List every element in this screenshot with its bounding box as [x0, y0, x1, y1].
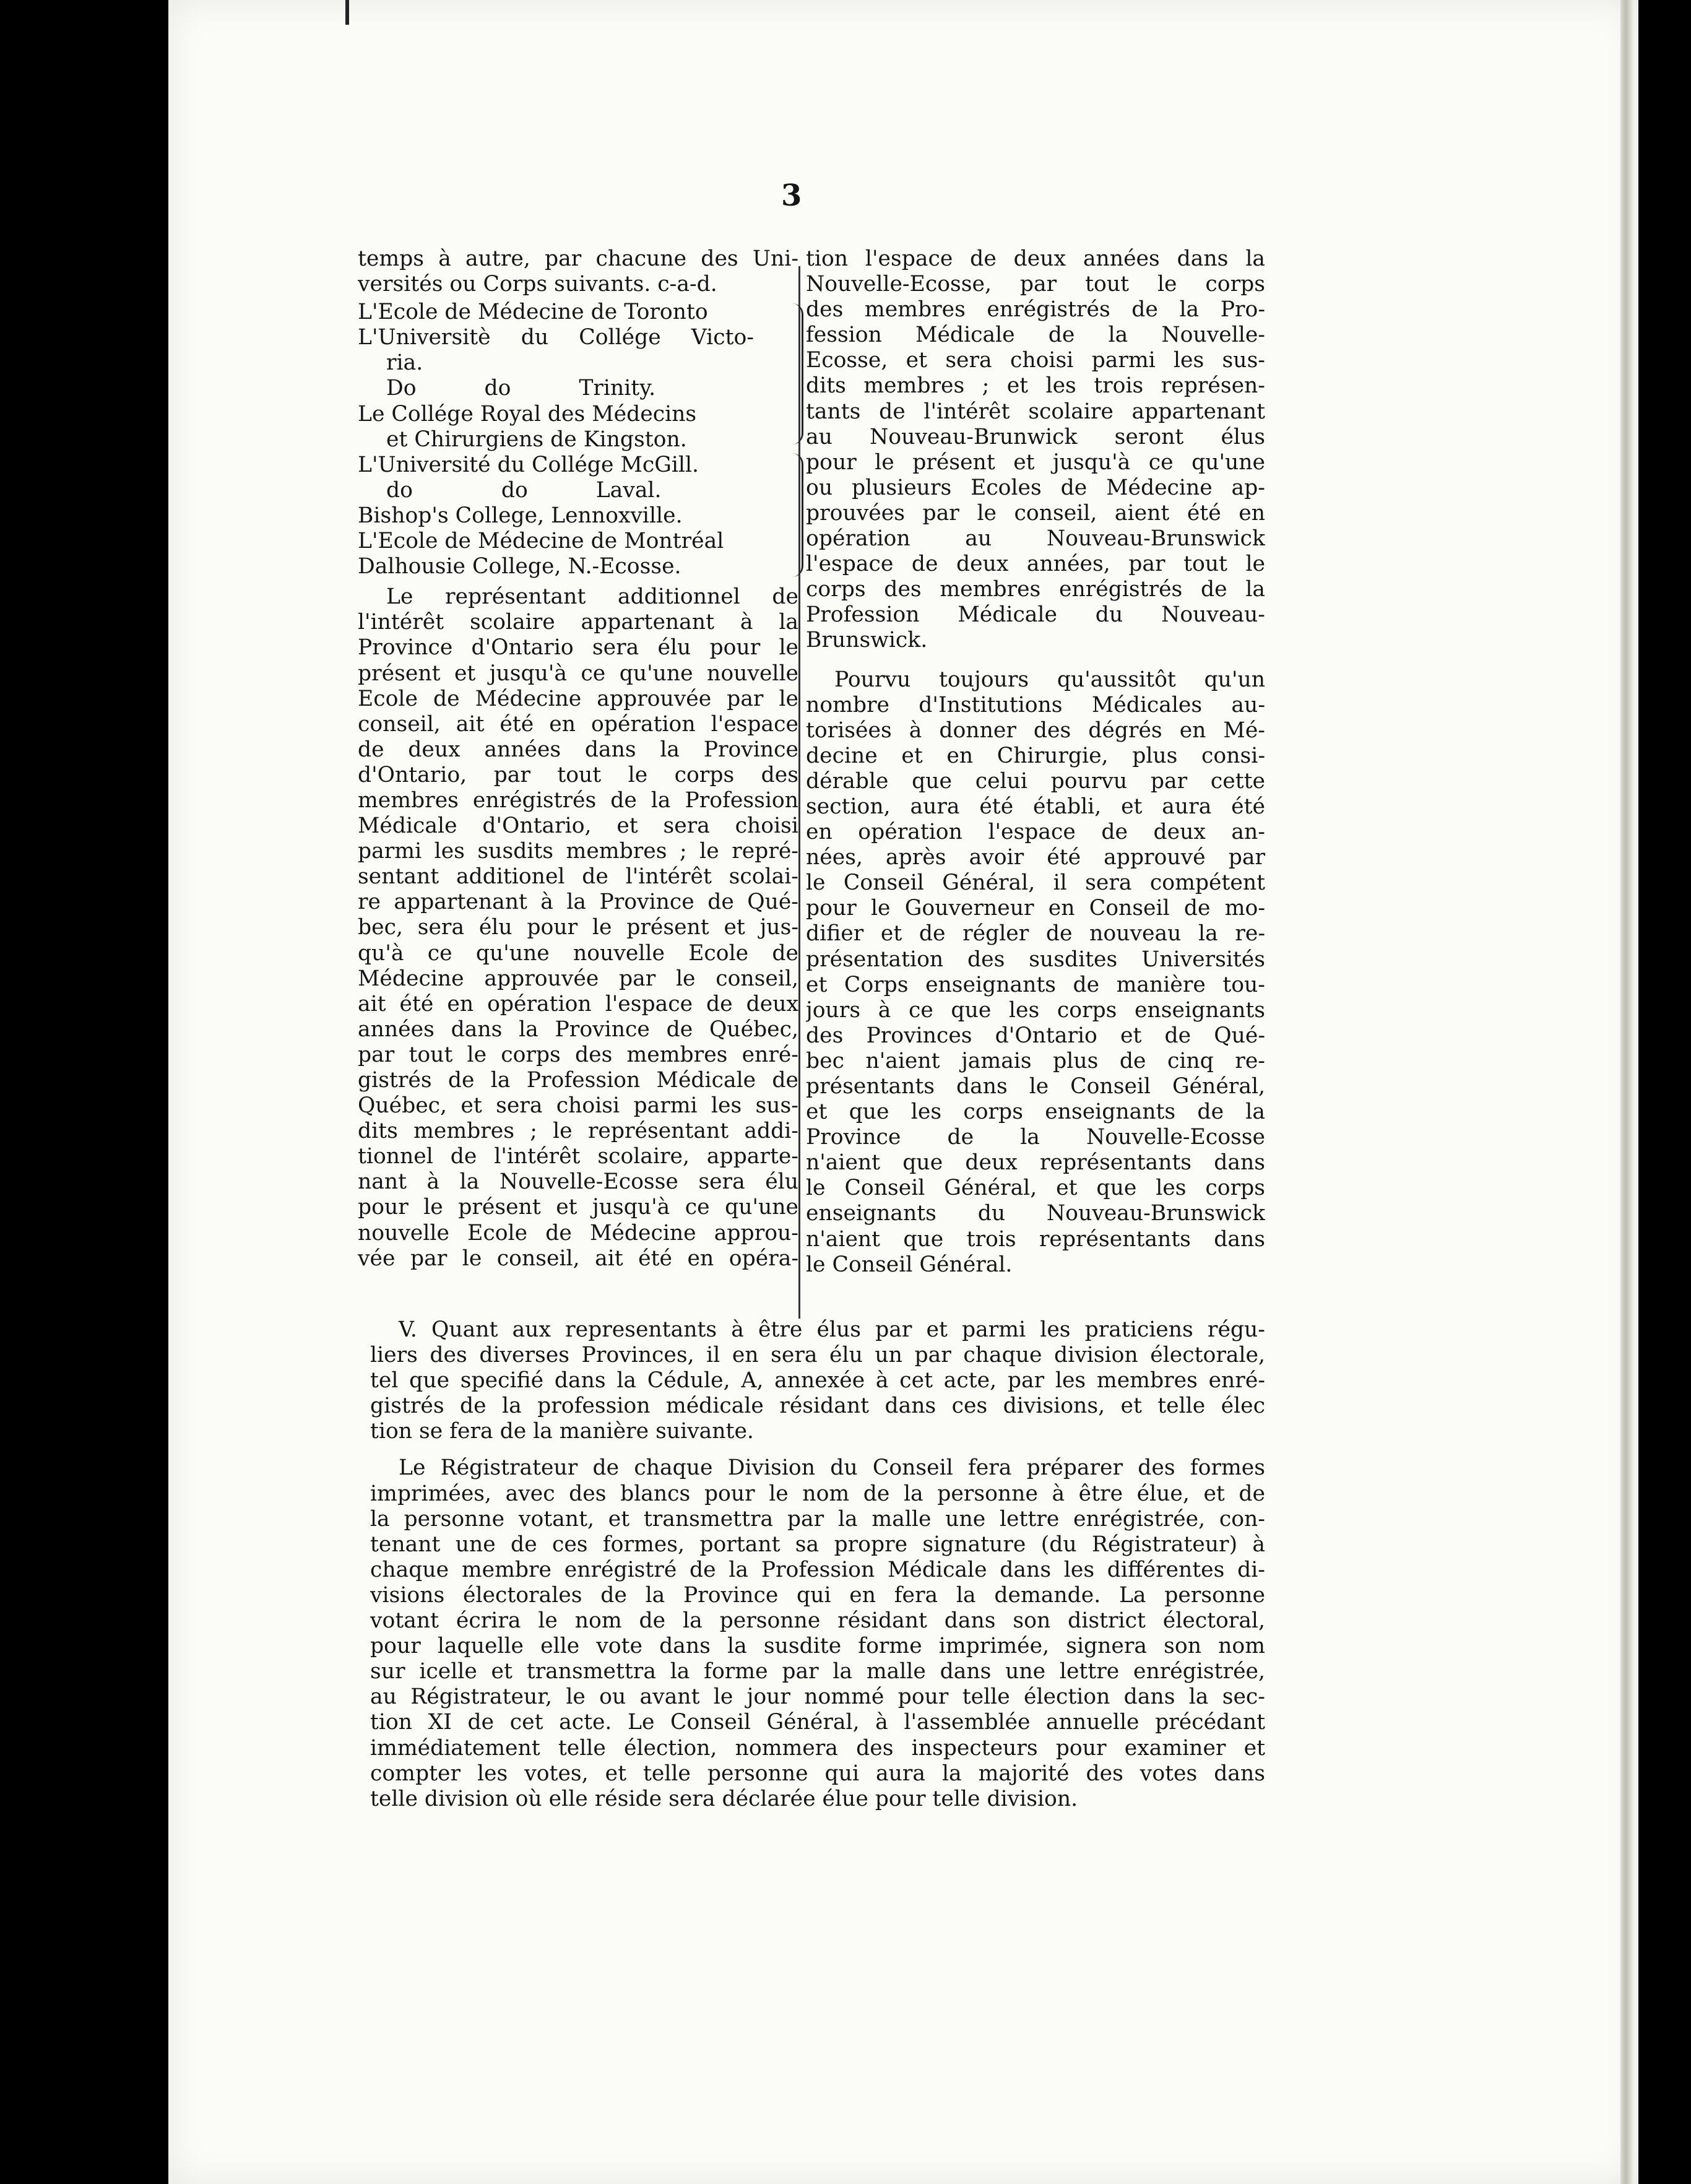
section-v: [370, 1317, 1265, 1444]
text-line: Québec, et sera choisi parmi les sus-: [358, 1093, 798, 1119]
text-line: conseil, ait été en opération l'espace: [358, 711, 798, 737]
text-line: Le Régistrateur de chaque Division du Conseil fera préparer des formes: [399, 1455, 1265, 1481]
text-line: tionnel de l'intérêt scolaire, apparte-: [358, 1144, 798, 1169]
text-line: prouvées par le conseil, aient été en: [806, 500, 1265, 526]
text-line: la personne votant, et transmettra par la malle une lettre enrégistrée, con-: [370, 1506, 1265, 1532]
text-line: pour le présent et jusqu'à ce qu'une: [806, 449, 1265, 475]
text-line: gistrés de la profession médicale résidant dans ces divisions, et telle élec: [370, 1393, 1265, 1419]
text-line: n'aient que deux représentants dans: [806, 1150, 1265, 1176]
text-line: decine et en Chirurgie, plus consi-: [806, 743, 1265, 768]
text-line: torisées à donner des dégrés en Mé-: [806, 717, 1265, 743]
text-line: Profession Médicale du Nouveau-: [806, 602, 1265, 628]
text-line: Le représentant additionnel de: [386, 584, 798, 610]
text-line: visions électorales de la Province qui en fera la demande. La personne: [370, 1582, 1265, 1608]
institution-item: do do Laval.: [386, 477, 662, 503]
text-line: par tout le corps des membres enré-: [358, 1042, 798, 1067]
text-line: votant écrira le nom de la personne résidant dans son district électoral,: [370, 1608, 1265, 1634]
text-line: sur icelle et transmettra la forme par la malle dans une lettre enrégistrée,: [370, 1659, 1265, 1684]
text-line: et que les corps enseignants de la: [806, 1099, 1265, 1125]
text-line: opération au Nouveau-Brunswick: [806, 526, 1265, 552]
text-line: corps des membres enrégistrés de la: [806, 577, 1265, 602]
text-line: liers des diverses Provinces, il en sera élu un par chaque division électorale,: [370, 1343, 1265, 1368]
text-line: Brunswick.: [806, 628, 928, 653]
brace-bracket: [787, 303, 803, 444]
text-line: bec n'aient jamais plus de cinq re-: [806, 1048, 1265, 1073]
text-line: parmi les susdits membres ; le repré-: [358, 839, 798, 864]
text-line: gistrés de la Profession Médicale de: [358, 1068, 798, 1093]
text-line: Médecine approuvée par le conseil,: [358, 966, 798, 991]
institution-item: L'Université du Collége McGill.: [358, 452, 699, 477]
text-line: Pourvu toujours qu'aussitôt qu'un: [834, 667, 1265, 692]
text-line: présentation des susdites Universités: [806, 947, 1265, 972]
right-paragraph-2: [806, 667, 1265, 1278]
text-line: le Conseil Général, et que les corps: [806, 1176, 1265, 1201]
text-line: pour le présent et jusqu'à ce qu'une: [358, 1195, 798, 1220]
text-line: le Conseil Général.: [806, 1252, 1013, 1277]
institution-item: Le Collége Royal des Médecins: [358, 401, 697, 427]
right-column: [806, 246, 1265, 1278]
text-line: versités ou Corps suivants. c-a-d.: [358, 272, 717, 297]
text-line: nouvelle Ecole de Médecine approu-: [358, 1220, 798, 1246]
text-line: difier et de régler de nouveau la re-: [806, 921, 1265, 947]
text-line: V. Quant aux representants à être élus par et parmi les praticiens régu-: [399, 1317, 1265, 1342]
institution-item: ria.: [386, 350, 423, 376]
right-paragraph-1: [806, 246, 1265, 654]
text-line: d'Ontario, par tout le corps des: [358, 762, 798, 787]
text-line: nombre d'Institutions Médicales au-: [806, 692, 1265, 717]
text-line: Province de la Nouvelle-Ecosse: [806, 1125, 1265, 1150]
text-line: en opération l'espace de deux an-: [806, 820, 1265, 845]
text-line: bec, sera élu pour le présent et jus-: [358, 915, 798, 940]
text-line: des membres enrégistrés de la Pro-: [806, 297, 1265, 323]
text-line: Province d'Ontario sera élu pour le: [358, 635, 798, 661]
text-line: dérable que celui pourvu par cette: [806, 768, 1265, 794]
left-paragraph: [358, 584, 798, 1272]
text-line: sentant additionel de l'intérêt scolai-: [358, 864, 798, 890]
text-line: et Corps enseignants de manière tou-: [806, 972, 1265, 997]
text-line: re appartenant à la Province de Qué-: [358, 890, 798, 915]
text-line: présentants dans le Conseil Général,: [806, 1074, 1265, 1099]
text-line: tenant une de ces formes, portant sa propre signature (du Régistrateur) à: [370, 1532, 1265, 1557]
text-line: membres enrégistrés de la Profession: [358, 787, 798, 813]
left-column: [358, 246, 798, 1272]
institution-list: [358, 300, 798, 579]
text-line: ou plusieurs Ecoles de Médecine ap-: [806, 475, 1265, 500]
institution-item: L'Ecole de Médecine de Toronto: [358, 300, 708, 325]
text-line: qu'à ce qu'une nouvelle Ecole de: [358, 940, 798, 966]
text-line: dits membres ; et les trois représen-: [806, 373, 1265, 399]
text-line: des Provinces d'Ontario et de Qué-: [806, 1023, 1265, 1048]
text-line: présent et jusqu'à ce qu'une nouvelle: [358, 661, 798, 686]
left-intro: [358, 246, 798, 297]
text-line: Ecosse, et sera choisi parmi les sus-: [806, 348, 1265, 373]
text-line: section, aura été établi, et aura été: [806, 794, 1265, 819]
text-line: nant à la Nouvelle-Ecosse sera élu: [358, 1169, 798, 1195]
text-line: au Nouveau-Brunwick seront élus: [806, 424, 1265, 449]
text-line: tants de l'intérêt scolaire appartenant: [806, 399, 1265, 424]
text-line: enseignants du Nouveau-Brunswick: [806, 1201, 1265, 1226]
text-line: tion se fera de la manière suivante.: [370, 1419, 754, 1444]
text-line: ait été en opération l'espace de deux: [358, 991, 798, 1016]
text-line: pour laquelle elle vote dans la susdite forme imprimée, signera son nom: [370, 1634, 1265, 1659]
text-line: au Régistrateur, le ou avant le jour nommé pour telle élection dans la sec-: [370, 1684, 1265, 1710]
text-line: Nouvelle-Ecosse, par tout le corps: [806, 272, 1265, 297]
text-line: imprimées, avec des blancs pour le nom de la personne à être élue, et de: [370, 1481, 1265, 1506]
text-line: l'intérêt scolaire appartenant à la: [358, 610, 798, 635]
text-line: immédiatement telle élection, nommera des inspecteurs pour examiner et: [370, 1735, 1265, 1761]
institution-item: Dalhousie College, N.-Ecosse.: [358, 554, 681, 579]
text-line: compter les votes, et telle personne qui aura la majorité des votes dans: [370, 1761, 1265, 1786]
full-width-text: [370, 1317, 1265, 1812]
institution-item: et Chirurgiens de Kingston.: [386, 427, 687, 452]
text-line: tel que specifié dans la Cédule, A, annexée à cet acte, par les membres enré-: [370, 1368, 1265, 1393]
text-line: Médicale d'Ontario, et sera choisi: [358, 813, 798, 839]
text-line: chaque membre enrégistré de la Profession Médicale dans les différentes di-: [370, 1557, 1265, 1582]
binding-mark: [345, 0, 349, 25]
text-line: de deux années dans la Province: [358, 737, 798, 762]
page-number: 3: [781, 178, 802, 213]
text-line: jours à ce que les corps enseignants: [806, 997, 1265, 1023]
registrar-paragraph: [370, 1455, 1265, 1811]
institution-item: L'Universitè du Collége Victo-: [358, 325, 754, 350]
text-line: temps à autre, par chacune des Uni-: [358, 246, 798, 271]
text-line: dits membres ; le représentant addi-: [358, 1119, 798, 1144]
text-line: vée par le conseil, ait été en opéra-: [358, 1246, 798, 1271]
text-line: le Conseil Général, il sera compétent: [806, 870, 1265, 896]
institution-item: Do do Trinity.: [386, 376, 656, 401]
brace-bracket: [787, 453, 803, 577]
text-line: l'espace de deux années, par tout le: [806, 552, 1265, 577]
text-line: fession Médicale de la Nouvelle-: [806, 323, 1265, 348]
text-line: telle division où elle réside sera déclarée élue pour telle division.: [370, 1786, 1078, 1811]
text-line: années dans la Province de Québec,: [358, 1016, 798, 1042]
text-line: nées, après avoir été approuvé par: [806, 845, 1265, 870]
text-line: tion XI de cet acte. Le Conseil Général, à l'assemblée annuelle précédant: [370, 1710, 1265, 1735]
text-line: Ecole de Médecine approuvée par le: [358, 686, 798, 711]
institution-item: L'Ecole de Médecine de Montréal: [358, 529, 724, 554]
text-line: n'aient que trois représentants dans: [806, 1226, 1265, 1252]
institution-item: Bishop's College, Lennoxville.: [358, 503, 683, 528]
page-edge: [1620, 0, 1634, 2184]
text-line: pour le Gouverneur en Conseil de mo-: [806, 896, 1265, 921]
text-line: tion l'espace de deux années dans la: [806, 246, 1265, 271]
